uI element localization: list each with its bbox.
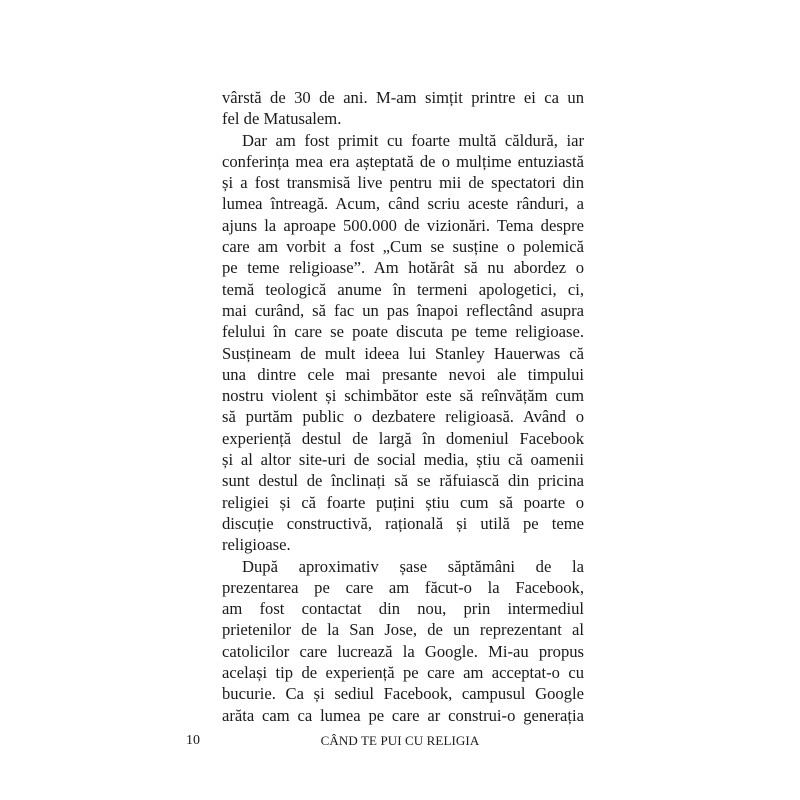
text-line: care am vorbit a fost „Cum se susține o polemică (222, 237, 584, 257)
text-line: pe teme religioase”. Am hotărât să nu abordez o (222, 258, 584, 278)
text-line: temă teologică anume în termeni apologetici, ci, (222, 279, 584, 299)
paragraph (222, 556, 584, 726)
text-line: arăta cam ca lumea pe care ar construi-o generația (222, 705, 584, 725)
text-line: După aproximativ șase săptămâni de la (242, 556, 584, 576)
text-line: experiență destul de largă în domeniul Facebook (222, 428, 584, 448)
text-line: vârstă de 30 de ani. M-am simțit printre ei ca un (222, 88, 584, 107)
text-line: religioase. (222, 535, 291, 555)
text-line: același tip de experiență pe care am acceptat-o cu (222, 663, 584, 683)
text-line: mai curând, să fac un pas înapoi reflectând asupra (222, 300, 584, 320)
text-line: discuție constructivă, rațională și utilă pe teme (222, 513, 584, 533)
text-line: prezentarea pe care am făcut-o la Facebook, (222, 577, 584, 597)
text-line: bucurie. Ca și sediul Facebook, campusul Google (222, 684, 584, 704)
text-line: Susțineam de mult ideea lui Stanley Hauerwas că (222, 343, 584, 363)
text-line: catolicilor care lucrează la Google. Mi-au propus (222, 641, 584, 661)
paragraph (222, 87, 584, 130)
text-line: Dar am fost primit cu foarte multă căldură, iar (242, 130, 584, 150)
body-text (222, 87, 584, 726)
page-number: 10 (186, 733, 200, 748)
text-line: una dintre cele mai presante nevoi ale timpului (222, 364, 584, 384)
text-line: ajuns la aproape 500.000 de vizionări. Tema despre (222, 215, 584, 235)
paragraph (222, 130, 584, 556)
text-line: conferința mea era așteptată de o mulțime entuziastă (222, 151, 584, 171)
text-line: fel de Matusalem. (222, 109, 342, 129)
text-line: și al altor site-uri de social media, știu că oamenii (222, 450, 584, 470)
text-line: să purtăm public o dezbatere religioasă. Având o (222, 407, 584, 427)
text-line: religiei și că foarte puțini știu cum să poarte o (222, 492, 584, 512)
text-line: sunt destul de înclinați să se răfuiască din pricina (222, 471, 584, 491)
text-line: am fost contactat din nou, prin intermediul (222, 599, 584, 619)
text-line: prietenilor de la San Jose, de un reprezentant al (222, 620, 584, 640)
text-line: felului în care se poate discuta pe teme religioase. (222, 322, 584, 342)
running-title: CÂND TE PUI CU RELIGIA (320, 733, 480, 748)
text-line: și a fost transmisă live pentru mii de spectatori din (222, 173, 584, 193)
text-line: lumea întreagă. Acum, când scriu aceste rânduri, a (222, 194, 584, 214)
text-line: nostru violent și schimbător este să reînvățăm cum (222, 386, 584, 406)
